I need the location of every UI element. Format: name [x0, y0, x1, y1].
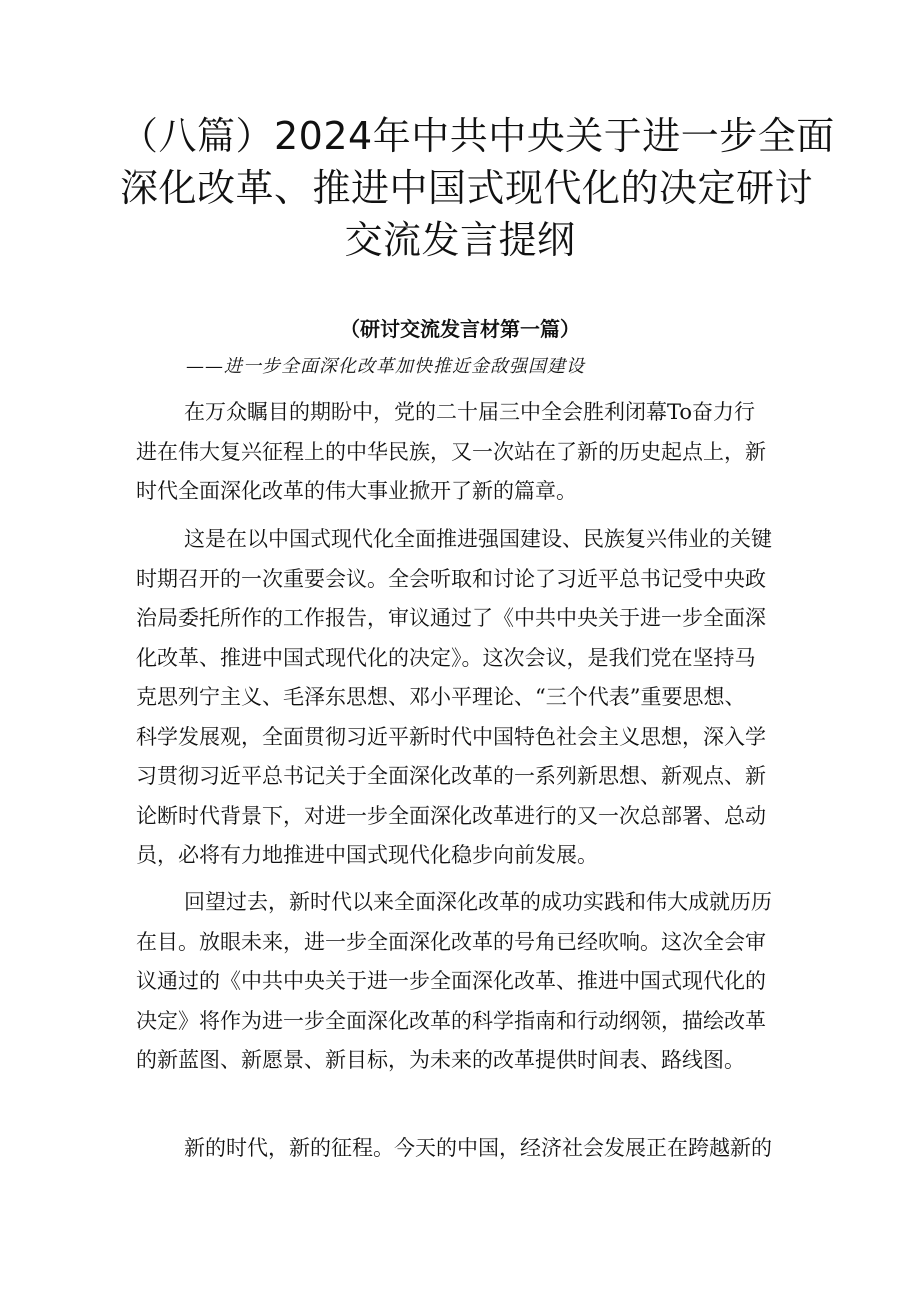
- paragraph: [136, 1129, 786, 1169]
- paragraph-line: 员，必将有力地推进中国式现代化稳步向前发展。: [136, 843, 598, 867]
- paragraph-line: 决定》将作为进一步全面深化改革的科学指南和行动纲领，描绘改革: [136, 1008, 766, 1033]
- paragraph-line: 在万众瞩目的期盼中，党的二十届三中全会胜利闭幕To奋力行: [184, 400, 756, 424]
- paragraph-line: 议通过的《中共中央关于进一步全面深化改革、推进中国式现代化的: [136, 969, 766, 993]
- title-line: （八篇）2024年中共中央关于进一步全面: [120, 114, 835, 158]
- paragraph-line: 回望过去，新时代以来全面深化改革的成功实践和伟大成就历历: [184, 890, 772, 914]
- paragraph-line: 新的时代，新的征程。今天的中国，经济社会发展正在跨越新的: [184, 1136, 772, 1160]
- title-line: 深化改革、推进中国式现代化的决定研讨: [120, 166, 814, 210]
- paragraph-line: 进在伟大复兴征程上的中华民族，又一次站在了新的历史起点上，新: [136, 439, 766, 464]
- paragraph: [136, 520, 786, 876]
- paragraph: [136, 883, 786, 1081]
- paragraph-line: 克思列宁主义、毛泽东思想、邓小平理论、“三个代表”重要思想、: [136, 685, 746, 709]
- paragraph-line: 治局委托所作的工作报告，审议通过了《中共中央关于进一步全面深: [136, 606, 766, 630]
- title-line: 交流发言提纲: [344, 218, 576, 262]
- paragraph-line: 时期召开的一次重要会议。全会听取和讨论了习近平总书记受中央政: [136, 566, 766, 591]
- document-title: [120, 110, 835, 266]
- paragraph-line: 习贯彻习近平总书记关于全面深化改革的一系列新思想、新观点、新: [136, 764, 766, 788]
- paragraph-line: 在目。放眼未来，进一步全面深化改革的号角已经吹响。这次全会审: [136, 929, 766, 954]
- paragraph-line: 科学发展观，全面贯彻习近平新时代中国特色社会主义思想，深入学: [136, 724, 766, 749]
- paragraph-line: 化改革、推进中国式现代化的决定》。这次会议，是我们党在坚持马: [136, 645, 756, 670]
- paragraph-line: 论断时代背景下，对进一步全面深化改革进行的又一次总部署、总动: [136, 803, 766, 828]
- document-subtitle: （研讨交流发言材第一篇）: [340, 317, 580, 341]
- paragraph: [136, 393, 786, 512]
- paragraph-line: 的新蓝图、新愿景、新目标，为未来的改革提供时间表、路线图。: [136, 1048, 745, 1072]
- document-tagline: ——进一步全面深化改革加快推近金敌强国建设: [186, 356, 585, 377]
- paragraph-line: 这是在以中国式现代化全面推进强国建设、民族复兴伟业的关键: [184, 527, 772, 551]
- paragraph-line: 时代全面深化改革的伟大事业掀开了新的篇章。: [136, 479, 577, 503]
